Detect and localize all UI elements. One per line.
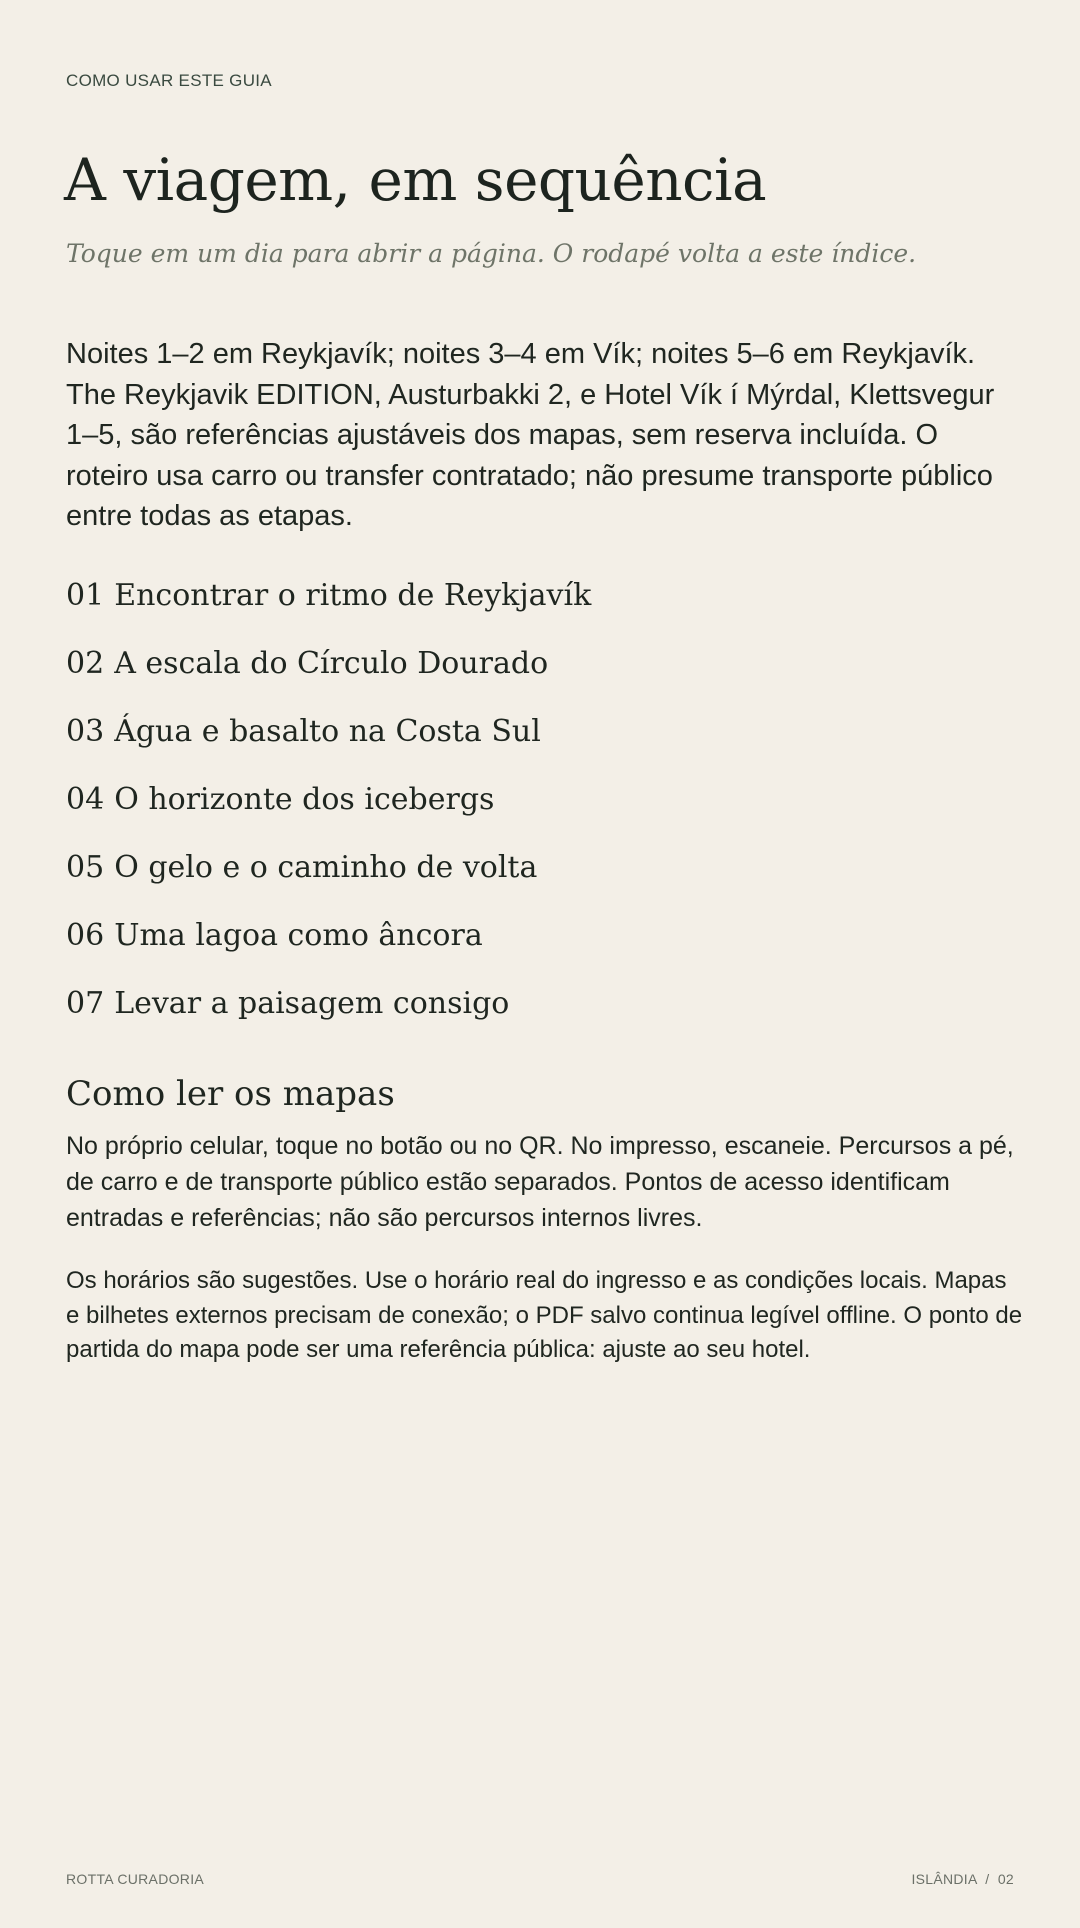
toc-item-day-05[interactable] xyxy=(66,840,591,908)
toc-item-day-06[interactable] xyxy=(66,908,591,976)
toc-item-number: 06 xyxy=(66,918,105,953)
toc-item-label: A escala do Círculo Dourado xyxy=(114,646,549,681)
toc-item-number: 07 xyxy=(66,986,105,1021)
toc-item-label: Levar a paisagem consigo xyxy=(114,986,510,1021)
maps-instructions-paragraph: No próprio celular, toque no botão ou no QR. No impresso, escaneie. Percursos a pé, de carro e de transporte público estão separados. Pontos de acesso identificam entradas e referências; não são percursos internos livres. xyxy=(66,1132,1014,1232)
toc-item-day-03[interactable] xyxy=(66,704,591,772)
toc-item-number: 03 xyxy=(66,714,105,749)
page-title: A viagem, em sequência xyxy=(64,146,767,214)
toc-item-day-01[interactable] xyxy=(66,568,591,636)
toc-item-number: 04 xyxy=(66,782,105,817)
toc-item-day-02[interactable] xyxy=(66,636,591,704)
toc-item-day-07[interactable] xyxy=(66,976,591,1044)
page-subtitle: Toque em um dia para abrir a página. O rodapé volta a este índice. xyxy=(66,239,917,268)
toc-item-label: Encontrar o ritmo de Reykjavík xyxy=(114,578,592,613)
toc-item-number: 05 xyxy=(66,850,105,885)
toc-item-label: O horizonte dos icebergs xyxy=(114,782,495,817)
maps-section-heading: Como ler os mapas xyxy=(66,1074,395,1114)
section-eyebrow: COMO USAR ESTE GUIA xyxy=(66,71,272,90)
day-index xyxy=(66,568,591,1044)
toc-item-number: 01 xyxy=(66,578,105,613)
toc-item-label: O gelo e o caminho de volta xyxy=(114,850,538,885)
intro-paragraph: Noites 1–2 em Reykjavík; noites 3–4 em Vík; noites 5–6 em Reykjavík. The Reykjavik EDITION, Austurbakki 2, e Hotel Vík í Mýrdal, Klettsvegur 1–5, são referências ajustáveis dos mapas, sem reserva incluída. O roteiro usa carro ou transfer contratado; não presume transporte público entre todas as etapas. xyxy=(66,338,995,532)
toc-item-day-04[interactable] xyxy=(66,772,591,840)
footer-page-indicator: ISLÂNDIA / 02 xyxy=(911,1871,1014,1887)
toc-item-label: Uma lagoa como âncora xyxy=(114,918,483,953)
footer-brand: ROTTA CURADORIA xyxy=(66,1871,205,1887)
toc-item-number: 02 xyxy=(66,646,105,681)
schedule-notes-paragraph: Os horários são sugestões. Use o horário real do ingresso e as condições locais. Mapas e bilhetes externos precisam de conexão; o PDF salvo continua legível offline. O ponto de partida do mapa pode ser uma referência pública: ajuste ao seu hotel. xyxy=(66,1267,1023,1363)
toc-item-label: Água e basalto na Costa Sul xyxy=(114,714,541,749)
